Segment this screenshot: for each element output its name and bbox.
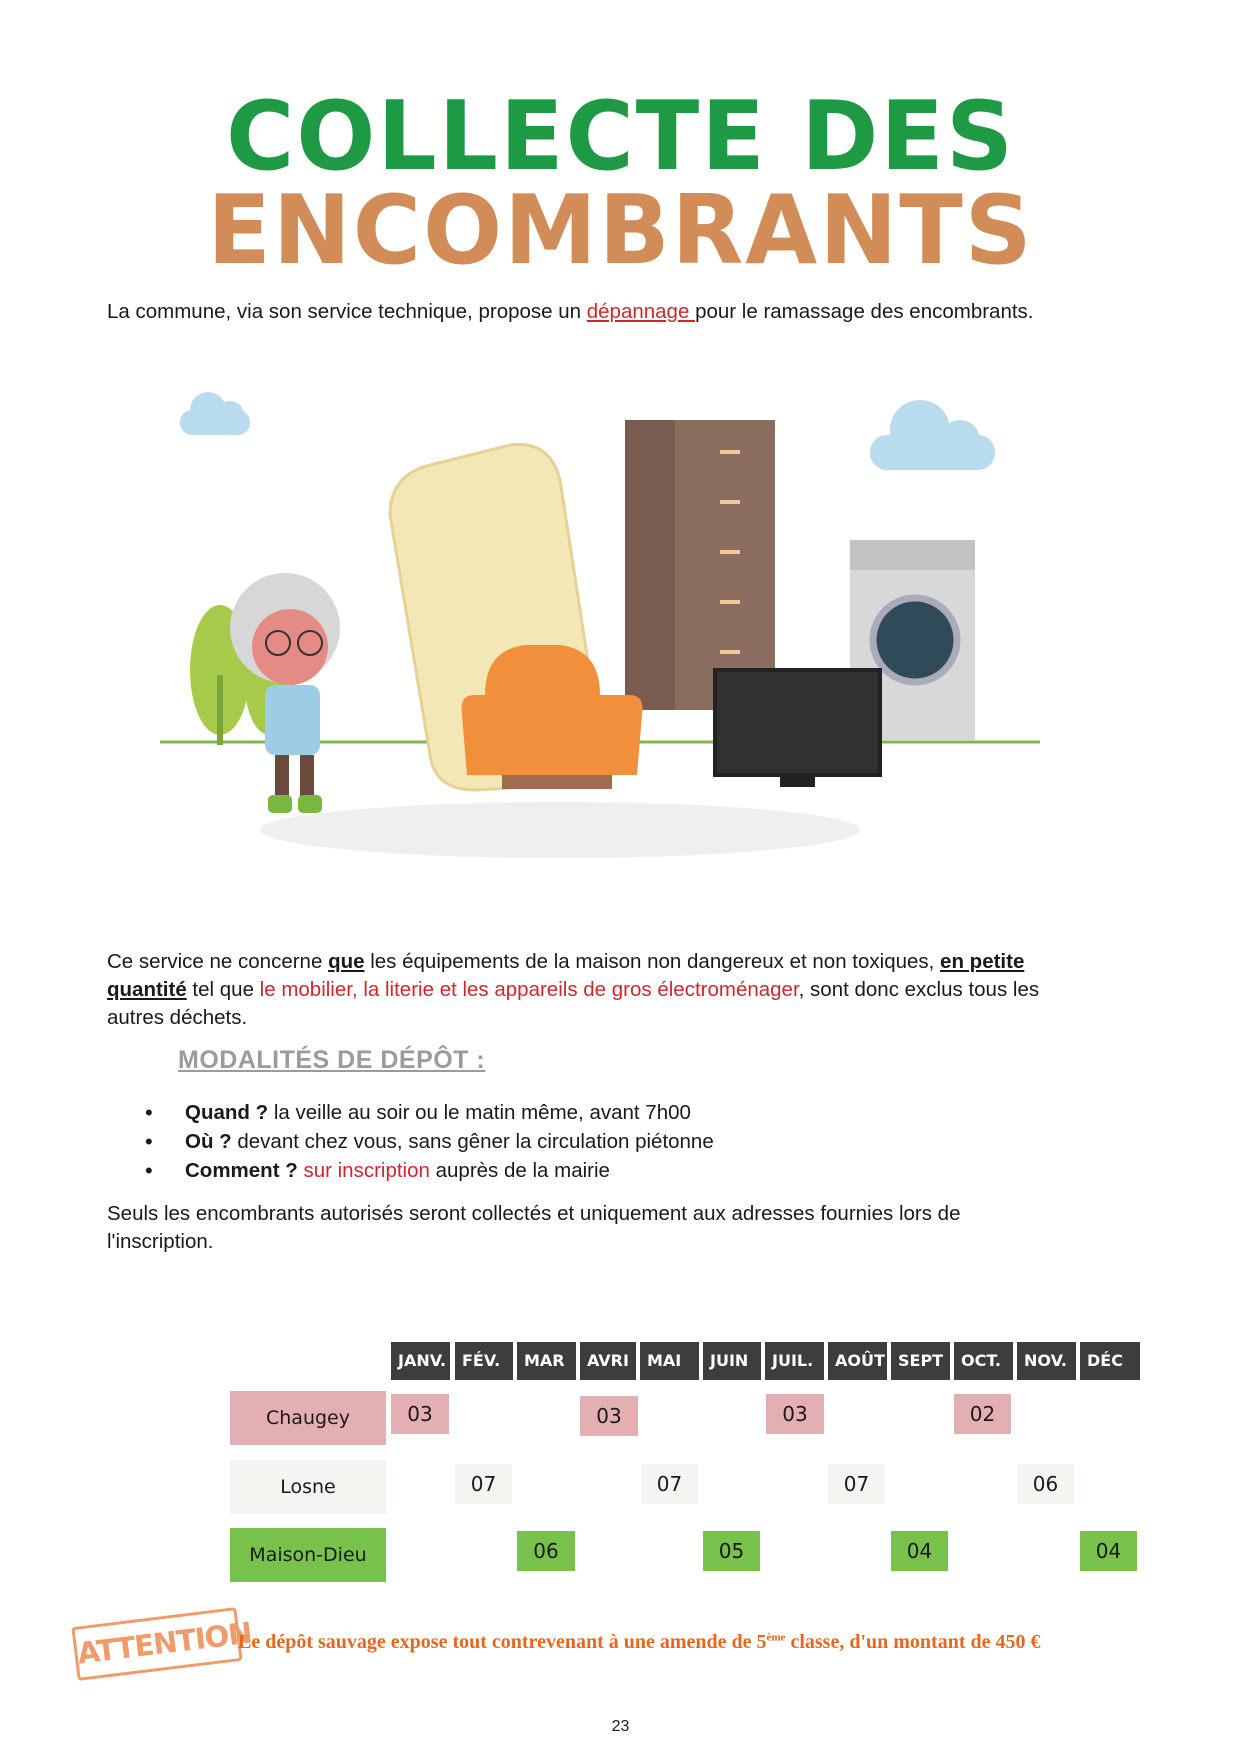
bulky-waste-illustration-icon xyxy=(160,385,1040,865)
scope-emph-que: que xyxy=(328,950,365,973)
row-label-maison-dieu: Maison-Dieu xyxy=(230,1528,386,1582)
item-text-end: auprès de la mairie xyxy=(429,1159,610,1182)
date-cell: 07 xyxy=(828,1464,885,1504)
item-key: Où ? xyxy=(185,1130,232,1153)
list-item xyxy=(140,1127,714,1156)
month-header: JUIL. xyxy=(765,1342,824,1380)
attention-stamp: ATTENTION xyxy=(71,1607,242,1681)
item-text: la veille au soir ou le matin même, avant 7h00 xyxy=(268,1101,691,1124)
item-key: Comment ? xyxy=(185,1159,298,1182)
inscription-link[interactable]: sur inscription xyxy=(303,1159,430,1182)
modalites-list xyxy=(140,1098,714,1185)
item-text: devant chez vous, sans gêner la circulation piétonne xyxy=(231,1130,714,1153)
scope-items: le mobilier, la literie et les appareils de gros électroménager xyxy=(259,978,799,1001)
item-key: Quand ? xyxy=(185,1101,269,1124)
date-cell: 02 xyxy=(954,1394,1011,1434)
date-cell: 03 xyxy=(391,1394,449,1434)
month-header: DÉC xyxy=(1080,1342,1140,1380)
month-header: NOV. xyxy=(1017,1342,1076,1380)
intro-paragraph xyxy=(107,298,1087,326)
date-cell: 05 xyxy=(703,1531,760,1571)
attention-warning xyxy=(238,1631,1040,1654)
month-header: JUIN xyxy=(703,1342,761,1380)
date-cell: 04 xyxy=(891,1531,948,1571)
depannage-link[interactable]: dépannage xyxy=(586,300,696,323)
date-cell: 06 xyxy=(1017,1464,1074,1504)
date-cell: 07 xyxy=(641,1464,698,1504)
warning-text: Le dépôt sauvage expose tout contrevenant à une amende de 5 xyxy=(238,1631,767,1653)
month-header: AOÛT xyxy=(828,1342,887,1380)
month-header: SEPT xyxy=(891,1342,950,1380)
month-header: FÉV. xyxy=(455,1342,513,1380)
date-cell: 07 xyxy=(455,1464,512,1504)
row-label-chaugey: Chaugey xyxy=(230,1391,386,1445)
month-header: JANV. xyxy=(391,1342,450,1380)
list-item xyxy=(140,1098,714,1127)
month-header: MAR xyxy=(517,1342,576,1380)
date-cell: 03 xyxy=(766,1394,824,1434)
intro-text: La commune, via son service technique, propose un xyxy=(107,300,587,323)
month-header: OCT. xyxy=(954,1342,1013,1380)
date-cell: 06 xyxy=(517,1531,575,1571)
scope-emph-quantity: en petite quantité xyxy=(107,950,1025,1001)
row-label-losne: Losne xyxy=(230,1460,386,1514)
title-line-2: ENCOMBRANTS xyxy=(207,176,1034,286)
month-header: AVRI xyxy=(580,1342,636,1380)
warning-sup: ème xyxy=(766,1631,786,1644)
warning-text-end: classe, d'un montant de 450 € xyxy=(785,1631,1041,1653)
scope-text-2: les équipements de la maison non dangereux et non toxiques, xyxy=(364,950,941,973)
modalites-title: MODALITÉS DE DÉPÔT : xyxy=(178,1046,486,1074)
intro-text-end: pour le ramassage des encombrants. xyxy=(695,300,1034,323)
scope-text-3: tel que xyxy=(186,978,260,1001)
title-line-1: COLLECTE DES xyxy=(225,82,1015,192)
list-item xyxy=(140,1156,714,1185)
scope-text-4: , sont donc exclus tous les autres déchets. xyxy=(107,978,1040,1029)
scope-text-1: Ce service ne concerne xyxy=(107,950,329,973)
page-number: 23 xyxy=(611,1718,630,1735)
date-cell: 04 xyxy=(1080,1531,1137,1571)
date-cell: 03 xyxy=(580,1396,638,1436)
notice-paragraph: Seuls les encombrants autorisés seront collectés et uniquement aux adresses fournies lors de l'inscription. xyxy=(107,1202,961,1253)
month-header: MAI xyxy=(640,1342,699,1380)
scope-paragraph xyxy=(107,948,1097,1032)
